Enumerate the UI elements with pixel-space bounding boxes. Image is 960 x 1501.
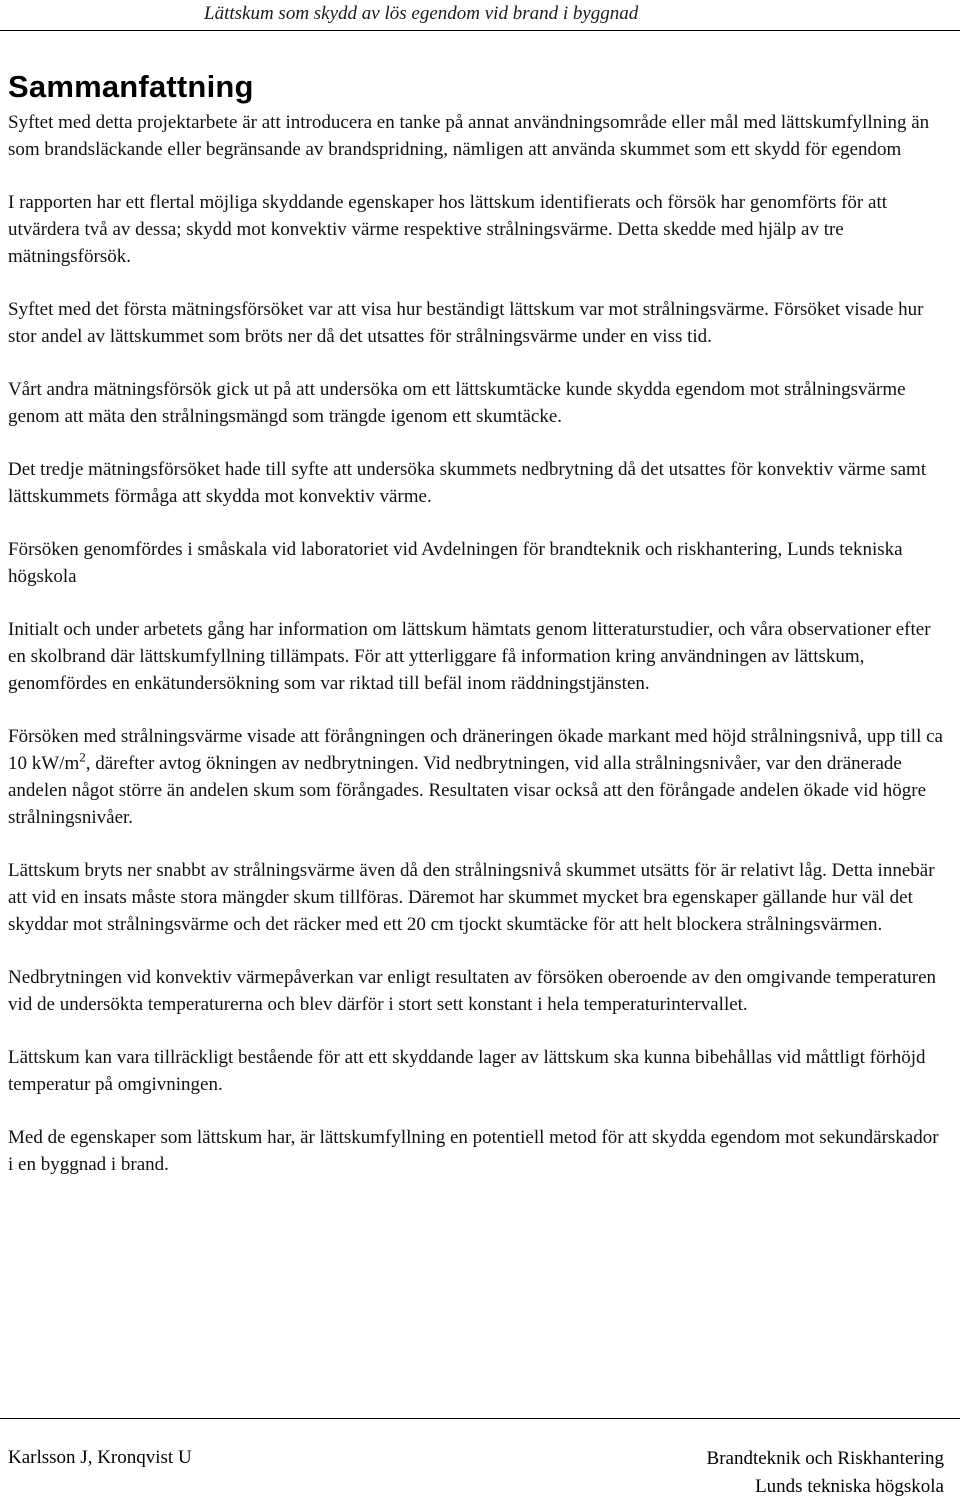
running-header-title: Lättskum som skydd av lös egendom vid brand i byggnad: [204, 3, 639, 24]
footer-authors: Karlsson J, Kronqvist U: [8, 1447, 192, 1468]
radiation-results-text-start: Försöken med strålningsvärme visade att förångningen och dräneringen ökade markant med höjd strålningsnivå, upp till ca 10 kW/m: [8, 726, 943, 774]
paragraph-literature: Initialt och under arbetets gång har information om lättskum hämtats genom litteraturstudier, och våra observationer efter en skolbrand där lättskumfyllning tillämpats. För att ytterliggare få information kring användningen av lättskum, genomfördes en enkätundersökning som var riktad till befäl inom räddningstjänsten.: [8, 619, 931, 694]
paragraph-purpose: Syftet med detta projektarbete är att introducera en tanke på annat användningsområde eller mål med lättskumfyllning än som brandsläckande eller begränsande av brandspridning, nämligen att använda skummet som ett skydd för egendom: [8, 112, 930, 160]
paragraph-radiation-results: [8, 723, 948, 831]
footer-divider: [0, 1418, 960, 1419]
paragraph-first-experiment: Syftet med det första mätningsförsöket var att visa hur beständigt lättskum var mot strålningsvärme. Försöket visade hur stor andel av lättskummet som bröts ner då det utsattes för strålningsvärme under en viss tid.: [8, 299, 924, 347]
section-title: Sammanfattning: [8, 69, 254, 104]
footer-department: Brandteknik och Riskhantering: [706, 1448, 944, 1469]
paragraph-second-experiment: Vårt andra mätningsförsök gick ut på att undersöka om ett lättskumtäcke kunde skydda egendom mot strålningsvärme genom att mäta den strålningsmängd som trängde igenom ett skumtäcke.: [8, 379, 906, 427]
paragraph-laboratory: Försöken genomfördes i småskala vid laboratoriet vid Avdelningen för brandteknik och riskhantering, Lunds tekniska högskola: [8, 539, 903, 587]
unit-exponent: 2: [79, 749, 86, 765]
paragraph-breakdown: Lättskum bryts ner snabbt av strålningsvärme även då den strålningsnivå skummet utsätts för är relativt låg. Detta innebär att vid en insats måste stora mängder skum tillföras. Däremot har skummet mycket bra egenskaper gällande hur väl det skyddar mot strålningsvärme och det räcker med ett 20 cm tjockt skumtäcke för att helt blockera strålningsvärmen.: [8, 860, 935, 935]
paragraph-third-experiment: Det tredje mätningsförsöket hade till syfte att undersöka skummets nedbrytning då det utsattes för konvektiv värme samt lättskummets förmåga att skydda mot konvektiv värme.: [8, 459, 927, 507]
footer-university: Lunds tekniska högskola: [755, 1476, 944, 1497]
footer-institution: [707, 1445, 944, 1501]
paragraph-convective: Nedbrytningen vid konvektiv värmepåverkan var enligt resultaten av försöken oberoende av den omgivande temperaturen vid de undersökta temperaturerna och blev därför i stort sett konstant i hela temperaturintervallet.: [8, 967, 937, 1015]
page-header: [0, 0, 960, 32]
paragraph-conclusion: Med de egenskaper som lättskum har, är lättskumfyllning en potentiell metod för att skydda egendom mot sekundärskador i en byggnad i brand.: [8, 1127, 939, 1175]
radiation-results-text-end: , därefter avtog ökningen av nedbrytningen. Vid nedbrytningen, vid alla strålningsnivåer, var den dränerade andelen något större än andelen skum som förångades. Resultaten visar också att den förångade andelen ökade vid högre strålningsnivåer.: [8, 753, 927, 828]
document-body: [8, 70, 948, 1204]
header-divider: [0, 30, 960, 31]
paragraph-report-overview: I rapporten har ett flertal möjliga skyddande egenskaper hos lättskum identifierats och försök har genomförts för att utvärdera två av dessa; skydd mot konvektiv värme respektive strålningsvärme. Detta skedde med hjälp av tre mätningsförsök.: [8, 192, 888, 267]
paragraph-protective-layer: Lättskum kan vara tillräckligt bestående för att ett skyddande lager av lättskum ska kunna bibehållas vid måttligt förhöjd temperatur på omgivningen.: [8, 1047, 926, 1095]
